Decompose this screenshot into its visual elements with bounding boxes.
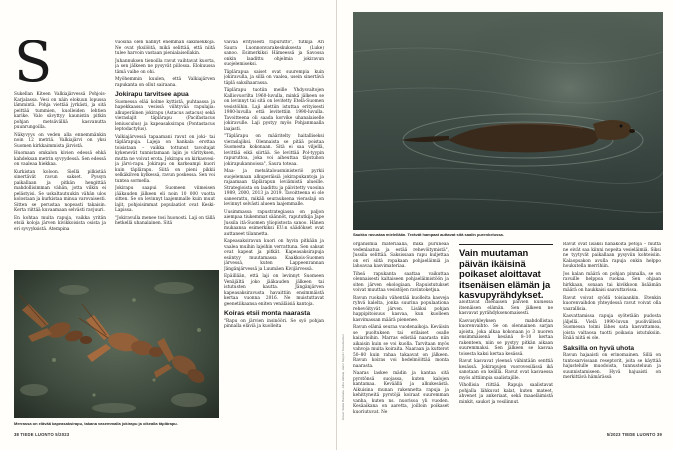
paragraph: Näkyvyys on veden alla ennemmänkin noin 12 metriä. Valkiajärvi on yksi Suomen kirkkaimmista järvistä. (14, 132, 106, 149)
otter-illustration (353, 12, 663, 230)
otter-photo (353, 12, 663, 230)
paragraph: Täplärapu tuotiin meille Yhdysvaltojen Kalliovuorilta 1960-luvulla, minkä jälkeen se on levinnyt tai sitä on levitetty Etelä-Suomen vesistöihin. Laji alettiin istuttaa erityisesti 1980-luvulla että levitettiin 1990-luvulla. Tavoitteena oli saada korvike uhanalaiselle jokiravulle. Laji pystyy myös Pohjanmaalla laajasti. (224, 88, 324, 132)
pull-quote: Vain muutaman päivän ikäisinä poikaset aloittavat itsenäisen elämän ja kasvupyrähdykset. (459, 247, 551, 300)
drop-cap: S (14, 40, 53, 95)
crayfish-photo (14, 270, 219, 418)
paragraph: Ravut voivat syödä toisiaankin. Etenkin kuorenvaihdon yhteydessä ravut voivat olla vaarallisia. (563, 295, 661, 312)
section-heading: Saksilla on hyvä uhota (563, 344, 635, 352)
pull-quote-rule (459, 244, 553, 245)
section-heading: Jokirapu tarvitsee apua (115, 91, 189, 98)
paragraph: Ravun hajaaisti on erinomainen. Sillä on tuntosarvissaan reseptorit, joita se käyttää hajustelulle muodoista, tunnusteluun ja suunnistamiseen. Hyvä hajuaisti on merkittävä hämärässä (563, 353, 661, 380)
photo-caption: Merrassa on elävää kapeasaksirapu, takana vasemmalla jokirapu ja oikealla täplärapu. (14, 421, 178, 426)
paragraph: Myöhemmin kuulen, että Valkiajärven rapukanta on ollut sairaana. (115, 77, 215, 88)
paragraph: Kurkistan koloon. Siellä pilkistää sinertävät ravun sakset. Pyssyn paikallaan ja pitkän hengittää mahdollisimman vähän, jotta vilkin ei pelästyisi. Se uskaltautuukin vähän ulos kolostaan ja kurkistaa minua varovaisesti. Sitten se perustaa nopeasti takaisin. Kerta riittää kuvaamaan selvästi ravjuuri. (14, 169, 106, 213)
paragraph: Vihollisia riittää. Rapuja saalistavat pohjalla lähkuvat kalat, kuten mateet, ahvenet ja ankeriaat, sekä maaeläimistä minkit, saukot ja vesilinnut. (459, 383, 553, 405)
paragraph: Epäillään, että laji on levinnyt Suomeen Venäjältä joko jääkauden jälkeen tai istutusten kautta. Jängänjärven kapeasaksiravusta havaittiin ensimmäistä kertaa vuonna 2016. Ne muistuttavat geenetiikaansa eniten venäläisiä kantoja. (224, 274, 324, 307)
paragraph: En kohtaa muita rapuja, vaikka yritän etsiä koloja järven kivikkoisista osista ja eri syvyyksistä. Atempina (14, 215, 106, 232)
left-page (0, 0, 336, 450)
paragraph: Suomessa elää kolme kyttistä, puhtaassa ja hapekkaassa vesissä viihtyvää rapulajia: alkuperäinen jokirapu (Astacus astacus) sekä vieraslajit täplärapu (Pacifastacus leniusculus) ja kapeasaksirapu (Pontastacus leptodactylus). (115, 99, 215, 132)
paragraph: Tiheä rapukanta saattaa vaikuttaa olennaisesti kaltaiseen pohjaeläimistöön ja siten järven ekologiaan. Rapuistutukset voivat muuttaa vesistöjen ravintoketjua. (353, 271, 449, 293)
paragraph: Kapeasaksiravun kuori on hyvin pitkään ja vaalea muihin lajeihin verrattuna. Sen saksat ovat kapeat ja pitkät. Kapeasaksirapuja esiintyy muutamassa Kaakkois-Suomen järvessä, kuten Lappeenrannan Jängänjärvessä ja Luumäen Kivijärvessä. (224, 239, 324, 272)
paragraph: Ravut ovat lisäksi hanakoita petoja – mutta ne eivät saa kiinni nopeita vesieläimiä. Siksi ne tyytyvät paikallaan pysyviin kohteisiin. Kalaopsakon avulla rapuja onkin helppo houkutella merrihiin. (563, 242, 661, 269)
paragraph: aloittavat itsenäisen päivien kuluessa itsenäisen elämän. Sen jälkeen ne kasvavat pyrähdyksenomaisesti. (459, 300, 553, 316)
right-column-2 (459, 300, 553, 427)
paragraph: "Täplärapu on määritelty haitalliseksi vieraslajiksi. Olennaista se pitää poistaa Suomesta kokonaan. Sitä ei saa viljellä, levittää eikä siirtää. Se levittää Pol-tyypin rapuruttoa, joka voi aiheuttaa täystuhon jokirapukannoissa", Saura toteaa. (224, 134, 324, 167)
paragraph: Uusimmassa rapustrategiassa on paljon aiempaa tiukemmat säännöt, rapututkija Jape Jussila itä-Suomen yliopistosta sanoo. Hänen mukaansa esimerkiksi EU:n säädökset ovat auttaneet tilannetta. (224, 209, 324, 237)
paragraph: "Jokiravulla menee tosi huonosti. Laji on tällä hetkellä uhanalainen. Sitä (115, 215, 215, 226)
paragraph: Maa- ja metsätalousministeriö pyrkii suojelemaan alkuperäisiä jokirapukantoja ja rajaamaan täplärapun leviämistä alueille. Strategioista on laadittu ja päivitetty vuosina 1989, 2000, 2013 ja 2019. Tavoitteena ei ole saneerattu, mikäli seurauksena vieraslaji on levinnyt selvästi alueen laajemmalle. (224, 169, 324, 207)
photo-credit: Kuvat: Seida Ruotsala, Juha Hietala, Henri Seppä / Kuvamansur (341, 334, 345, 420)
paragraph: Täplärapua saiset ovat suurempia kuin jokiravulla, ja sillä on vaalea, usein sinertävä täplä saksihaarassa. (224, 69, 324, 86)
left-column-2 (115, 40, 215, 262)
paragraph: Jokirapu saapui Suomeen viimeisen jääkauden jälkeen eli noin 10 000 vuotta sitten. Se on levinnyt laajemmalle kuin muut lajit, pohjoisimmat populaatiot ovat Keski-Lapissa. (115, 186, 215, 213)
paragraph: Huomaan omkalon kivien edessä ehkä kahdeksan metrin syvyydessä. Sen edessä on vaaleaa hiekkaa. (14, 151, 106, 167)
right-page (337, 0, 674, 450)
photo-caption: Saukko ravustaa mielellään. Terävät hampaat auttavat sitä saalin purenkelussa. (353, 232, 504, 237)
paragraph: Valkiajärvessä tapaamani ravut on joki- tai täplärapuja. Lajeja on hankala erottaa toisistaan – vaikka tottunut tavoitajat kykenevät tunnistamaan lajin jo värityksen, mutta ne voivat erota. Jokirapu on kirkasvesi- ja järvi-rapu. Jokirapu on karkeampi kuori kuin täplärapu. Siitä on pieni pikkii selkäkilven kylkessä, ravun poskessa. Sen voi tuntea sormella. (115, 134, 215, 184)
paragraph: Juhannuksen tienoilla ravut vaihtavat kuorta, ja sen jälkeen ne pysyvät piilossa. Elokuussa tämä vaihe on ohi. (115, 58, 215, 75)
paragraph: vuosina olen nähnyt enemmän sakiniekkoja. Ne ovat yksilöitä, mikä selittää, että niitä tulee harvoin vastaan pienialaisellakin. (115, 40, 215, 56)
article-lead (14, 40, 106, 95)
paragraph: Ravun ruokailu vähentää kuolleita kasveja ryhvä kalelta, jonka suurina populaationa rehevöityvät järven. Lisäksi pohjan happipitoisuus kasvaa, kun kuolleen kasvimassan määrä pienenee. (353, 295, 449, 323)
paragraph: Jos kalan määrä on pohjan pinnalla, se on ravuille helppoa ruokaa. Sen ohjaan hirkkaan, sonaan tai kivikkoon lisäämän määrä on haukkaisi saavuttavissa. (563, 271, 661, 293)
left-column-3 (224, 40, 324, 425)
paragraph: vaivaa erityisesti rapurutto", tutkija Ari Saura Luonnonvarakeskuksesta (Luke) sanoo. Esimerkiksi Hämeessä ja Savossa onkin laadittu ohjelmia jokiravun suojelemiseksi. (224, 40, 324, 67)
page-folio: 5/2023 TIEDE LUONTO 39 (606, 432, 662, 437)
paragraph: Ravut kasvavat yleensä vähintään senttiä kesässä. Jokirapujen vuorovesilässä ikä sanotaan on kelillä. Ravut ovat kasvaessa myös alttiimpia saalistajille. (459, 359, 553, 381)
right-column-3 (563, 242, 661, 427)
section-heading: Koiras etsii monta naarasta (224, 310, 311, 317)
crayfish-illustration (14, 270, 219, 418)
right-column-1 (353, 242, 449, 427)
paragraph: "Rapu on järvien insinööri. Se syö pohjan pinnalla eläviä ja kuolleita (224, 318, 324, 329)
left-column-1 (14, 40, 106, 262)
paragraph: Ravun elämä seuraa vuodenaikoja. Keväisin se puoltuksen tai erilaiset osalle kaiiarloihin. Marras edistää naarasta niin aikaisin kuin se voi kuolla. Tarvitaan myös vahvoja muita koiraita. Naaraan ja kutterot 50–80 kuin rahaa takaavat on jälkeen. Ravun koiras voi hedelmöittää monta naarasta. (353, 325, 449, 369)
paragraph: organismia materiaalia, mikä puruneaa vedenlaatua ja estää rehevöitymistä", Jussila selittää. Saksissaan rapu kuljettaa on eri siitä ropakaan pohjaeläimiä ja lahoavaa kasvimateriaa. (353, 242, 449, 269)
paragraph: Naaras laskee mädin ja kantaa sitä pyrstönsä suojassa, kuten kalojen kantamaa. Keväällä ja alkukesästä. Aikuisina munan rakennetta rapuja ja kehittyneitä pyrstöjä koiraat suuremman vanha, kuten ns. nuorisoa yli vuoden. Kesäaikana on aaretta, joilloin poikaset kuoriutuvat. Ne (353, 371, 449, 415)
page-folio: 38 TIEDE LUONTO 5/2023 (14, 432, 70, 437)
paragraph: Kasvattamissa rapuja syötetään pudosta jäljellä. Vielä 1990-luvun puolivälissä Suomessa toimi lähes sata kasvattamoa, joista valtaosa tuotti poikasia istutuksiin. Enää niitä ei ole. (563, 314, 661, 341)
paragraph: Sukellan Kiteen Valkiajärvessä Pohjois-Karjalassa. Vesi on näin elokuun lopussa lämmintä. Pohja viettää jyrkästi, ja sitä peittää tummien, kuolleiden lehtien karike. Valo sävyttyy kaunistin pitkin pohjan metsävälliä kasvanutta puunrungoilla. (14, 92, 106, 130)
paragraph: Kasvusykleyksen mahdollistaa kuorenvaihto. Se on olennainen sarjan ajoista, joka alkaa kokonaan jo 3 nuoren ensimmäisenä kesänä 8–10 kertaa rakenteen, niin se pystyy pitkän aikaan suuremmaksi. Sen jälkeen se kasvaa toisesta kaksi kertaa kesässä. (459, 318, 553, 357)
